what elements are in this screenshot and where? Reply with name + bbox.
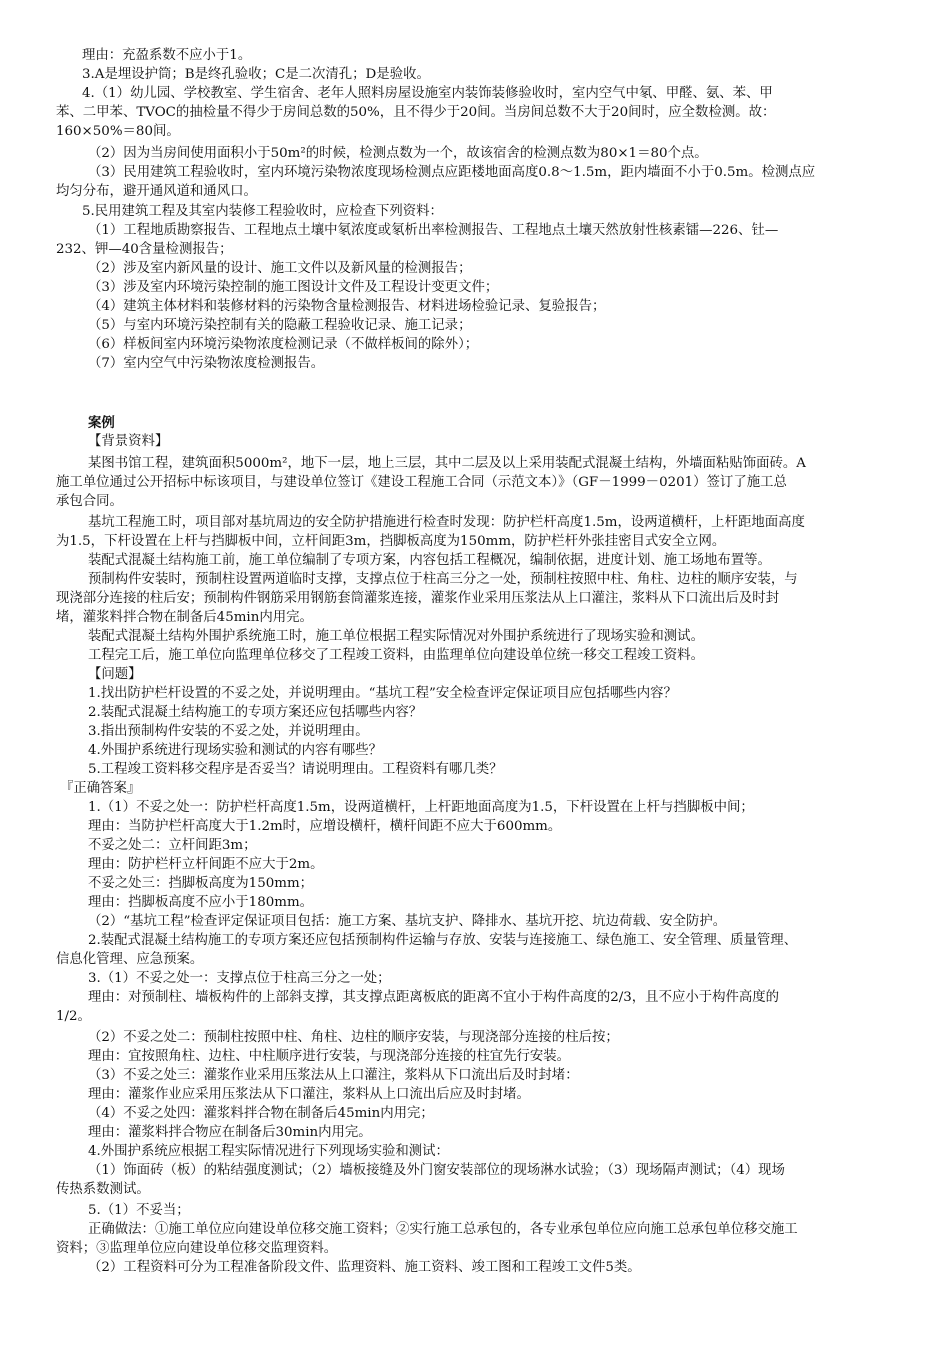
text-line: 预制构件安装时，预制柱设置两道临时支撑，支撑点位于柱高三分之一处，预制柱按照中柱、角柱、边柱的顺序安装，与 (88, 572, 798, 587)
question-line: 4.外围护系统进行现场实验和测试的内容有哪些？ (88, 743, 382, 758)
text-line: 为1.5，下杆设置在上杆与挡脚板中间，立杆间距3m，挡脚板高度为150mm，防护栏杆外张挂密目式安全立网。 (56, 534, 726, 549)
answer-line: （2）工程资料可分为工程准备阶段文件、监理资料、施工资料、竣工图和工程竣工文件5类。 (88, 1260, 641, 1275)
text-line: 装配式混凝土结构施工前，施工单位编制了专项方案，内容包括工程概况，编制依据，进度计划、施工场地布置等。 (88, 553, 771, 568)
text-line: 理由：充盈系数不应小于1。 (82, 48, 252, 63)
answer-line: 4.外围护系统应根据工程实际情况进行下列现场实验和测试： (88, 1144, 449, 1159)
answer-line: 传热系数测试。 (56, 1182, 150, 1197)
answer-heading: 『正确答案』 (60, 781, 141, 796)
answer-line: 理由：防护栏杆立杆间距不应大于2m。 (88, 857, 324, 872)
answer-line: 理由：宜按照角柱、边柱、中柱顺序进行安装，与现浇部分连接的柱宜先行安装。 (88, 1049, 571, 1064)
answer-line: 信息化管理、应急预案。 (56, 952, 204, 967)
text-line: 工程完工后，施工单位向监理单位移交了工程竣工资料，由监理单位向建设单位统一移交工程竣工资料。 (88, 648, 704, 663)
text-line: 232、钾—40含量检测报告； (56, 242, 233, 257)
text-line: （5）与室内环境污染控制有关的隐蔽工程验收记录、施工记录； (88, 318, 472, 333)
text-line: （2）涉及室内新风量的设计、施工文件以及新风量的检测报告； (88, 261, 472, 276)
text-line: （6）样板间室内环境污染物浓度检测记录（不做样板间的除外）； (88, 337, 479, 352)
text-line: 4.（1）幼儿园、学校教室、学生宿舍、老年人照料房屋设施室内装饰装修验收时，室内空气中氡、甲醛、氨、苯、甲 (82, 86, 773, 101)
answer-line: 理由：灌浆料拌合物应在制备后30min内用完。 (88, 1125, 372, 1140)
answer-line: 不妥之处三：挡脚板高度为150mm； (88, 876, 314, 891)
answer-line: （2）“基坑工程”检查评定保证项目包括：施工方案、基坑支护、降排水、基坑开挖、坑边荷载、安全防护。 (88, 914, 727, 929)
answer-line: 3.（1）不妥之处一：支撑点位于柱高三分之一处； (88, 971, 391, 986)
answer-line: 1/2。 (56, 1009, 91, 1024)
text-line: （3）涉及室内环境污染控制的施工图设计文件及工程设计变更文件； (88, 280, 499, 295)
answer-line: 不妥之处二：立杆间距3m； (88, 838, 257, 853)
text-line: （3）民用建筑工程验收时，室内环境污染物浓度现场检测点应距楼地面高度0.8～1.5m，距内墙面不小于0.5m。检测点应 (88, 165, 816, 180)
text-line: 均匀分布，避开通风道和通风口。 (56, 184, 257, 199)
text-line: 5.民用建筑工程及其室内装修工程验收时，应检查下列资料： (82, 204, 443, 219)
text-line: 装配式混凝土结构外围护系统施工时，施工单位根据工程实际情况对外围护系统进行了现场实验和测试。 (88, 629, 704, 644)
text-line: 3.A是埋设护筒；B是终孔验收；C是二次清孔；D是验收。 (82, 67, 430, 82)
question-line: 1.找出防护栏杆设置的不妥之处，并说明理由。“基坑工程”安全检查评定保证项目应包括哪些内容？ (88, 686, 677, 701)
text-line: （2）因为当房间使用面积小于50m²的时候，检测点数为一个，故该宿舍的检测点数为80×1＝80个点。 (88, 146, 708, 161)
answer-line: 理由：对预制柱、墙板构件的上部斜支撑，其支撑点距离板底的距离不宜小于构件高度的2/3，且不应小于构件高度的 (88, 990, 780, 1005)
answer-line: 2.装配式混凝土结构施工的专项方案还应包括预制构件运输与存放、安装与连接施工、绿色施工、安全管理、质量管理、 (88, 933, 798, 948)
text-line: （1）工程地质勘察报告、工程地点土壤中氡浓度或氡析出率检测报告、工程地点土壤天然放射性核素镭—226、钍— (88, 223, 779, 238)
text-line: 现浇部分连接的柱后安；预制构件钢筋采用钢筋套筒灌浆连接，灌浆作业采用压浆法从上口灌注，浆料从下口流出后及时封 (56, 591, 780, 606)
question-line: 3.指出预制构件安装的不妥之处，并说明理由。 (88, 724, 369, 739)
section-heading: 【背景资料】 (88, 434, 169, 449)
text-line: （4）建筑主体材料和装修材料的污染物含量检测报告、材料进场检验记录、复验报告； (88, 299, 606, 314)
text-line: 施工单位通过公开招标中标该项目，与建设单位签订《建设工程施工合同（示范文本）》（GF－1999－0201）签订了施工总 (56, 475, 787, 490)
answer-line: 理由：灌浆作业应采用压浆法从下口灌注，浆料从上口流出后应及时封堵。 (88, 1087, 530, 1102)
answer-line: （1）饰面砖（板）的粘结强度测试；（2）墙板接缝及外门窗安装部位的现场淋水试验；（3）现场隔声测试；（4）现场 (88, 1163, 785, 1178)
text-line: 基坑工程施工时，项目部对基坑周边的安全防护措施进行检查时发现：防护栏杆高度1.5m，设两道横杆，上杆距地面高度 (88, 515, 805, 530)
answer-line: 理由：挡脚板高度不应小于180mm。 (88, 895, 314, 910)
text-line: 堵，灌浆料拌合物在制备后45min内用完。 (56, 610, 313, 625)
section-heading: 【问题】 (88, 667, 142, 682)
case-heading: 案例 (88, 415, 115, 431)
answer-line: （4）不妥之处四：灌浆料拌合物在制备后45min内用完； (88, 1106, 434, 1121)
answer-line: 资料；③监理单位应向建设单位移交监理资料。 (56, 1241, 338, 1256)
answer-line: 5.（1）不妥当； (88, 1203, 190, 1218)
answer-line: 正确做法：①施工单位应向建设单位移交施工资料；②实行施工总承包的，各专业承包单位应向施工总承包单位移交施工 (88, 1222, 798, 1237)
question-line: 5.工程竣工资料移交程序是否妥当？请说明理由。工程资料有哪几类？ (88, 762, 503, 777)
answer-line: （3）不妥之处三：灌浆作业采用压浆法从上口灌注，浆料从下口流出后及时封堵： (88, 1068, 579, 1083)
text-line: 某图书馆工程，建筑面积5000m²，地下一层，地上三层，其中二层及以上采用装配式混凝土结构，外墙面粘贴饰面砖。A (88, 456, 806, 471)
text-line: （7）室内空气中污染物浓度检测报告。 (88, 356, 325, 371)
question-line: 2.装配式混凝土结构施工的专项方案还应包括哪些内容？ (88, 705, 423, 720)
answer-line: 理由：当防护栏杆高度大于1.2m时，应增设横杆，横杆间距不应大于600mm。 (88, 819, 562, 834)
answer-line: （2）不妥之处二：预制柱按照中柱、角柱、边柱的顺序安装，与现浇部分连接的柱后按； (88, 1030, 619, 1045)
text-line: 160×50%＝80间。 (56, 124, 180, 139)
answer-line: 1.（1）不妥之处一：防护栏杆高度1.5m，设两道横杆，上杆距地面高度为1.5，下杆设置在上杆与挡脚板中间； (88, 800, 754, 815)
text-line: 苯、二甲苯、TVOC的抽检量不得少于房间总数的50%，且不得少于20间。当房间总数不大于20间时，应全数检测。故： (56, 105, 776, 120)
text-line: 承包合同。 (56, 494, 123, 509)
